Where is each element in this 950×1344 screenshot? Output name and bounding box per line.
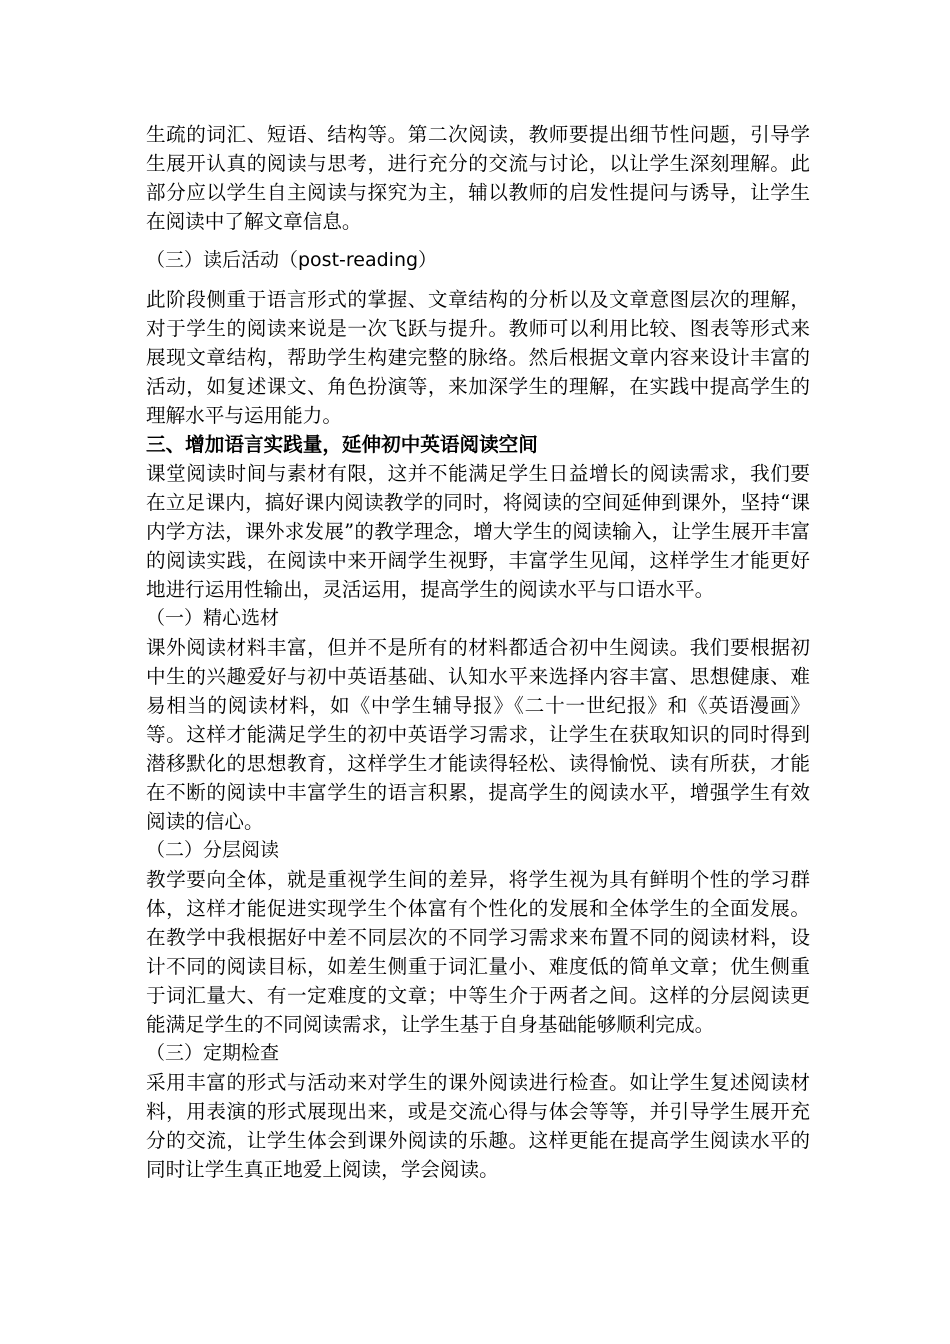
paragraph-extend-reading: 课堂阅读时间与素材有限，这并不能满足学生日益增长的阅读需求，我们要在立足课内，搞好课内阅读教学的同时，将阅读的空间延伸到课外，坚持“课内学方法，课外求发展”的教学理念，增大学生的阅读输入，让学生展开丰富的阅读实践，在阅读中来开阔学生视野，丰富学生见闻，这样学生才能更好地进行运用性输出，灵活运用，提高学生的阅读水平与口语水平。 — [146, 462, 810, 601]
paragraph-regular-check: 采用丰富的形式与活动来对学生的课外阅读进行检查。如让学生复述阅读材料，用表演的形式展现出来，或是交流心得与体会等等，并引导学生展开充分的交流，让学生体会到课外阅读的乐趣。这样更能在提高学生阅读水平的同时让学生真正地爱上阅读，学会阅读。 — [146, 1071, 810, 1181]
paragraph-layered-reading: 教学要向全体，就是重视学生间的差异，将学生视为具有鲜明个性的学习群体，这样才能促进实现学生个体富有个性化的发展和全体学生的全面发展。在教学中我根据好中差不同层次的不同学习需求来布置不同的阅读材料，设计不同的阅读目标，如差生侧重于词汇量小、难度低的简单文章；优生侧重于词汇量大、有一定难度的文章；中等生介于两者之间。这样的分层阅读更能满足学生的不同阅读需求，让学生基于自身基础能够顺利完成。 — [146, 868, 810, 1036]
paragraph-select-materials: 课外阅读材料丰富，但并不是所有的材料都适合初中生阅读。我们要根据初中生的兴趣爱好与初中英语基础、认知水平来选择内容丰富、思想健康、难易相当的阅读材料，如《中学生辅导报》《二十一世纪报》和《英语漫画》等。这样才能满足学生的初中英语学习需求，让学生在获取知识的同时得到潜移默化的思想教育，这样学生才能读得轻松、读得愉悦、读有所获，才能在不断的阅读中丰富学生的语言积累，提高学生的阅读水平，增强学生有效阅读的信心。 — [146, 636, 810, 833]
subheading-regular-check: （三）定期检查 — [146, 1042, 280, 1064]
section-heading-3: 三、增加语言实践量，延伸初中英语阅读空间 — [146, 433, 538, 456]
subheading-post-reading: （三）读后活动（post-reading） — [146, 249, 438, 271]
paragraph-post-reading: 此阶段侧重于语言形式的掌握、文章结构的分析以及文章意图层次的理解，对于学生的阅读来说是一次飞跃与提升。教师可以利用比较、图表等形式来展现文章结构，帮助学生构建完整的脉络。然后根据文章内容来设计丰富的活动，如复述课文、角色扮演等，来加深学生的理解，在实践中提高学生的理解水平与运用能力。 — [146, 288, 810, 427]
subheading-select-materials: （一）精心选材 — [146, 607, 280, 629]
document-body — [146, 120, 810, 1184]
subheading-layered-reading: （二）分层阅读 — [146, 839, 280, 861]
paragraph-reading-questions: 生疏的词汇、短语、结构等。第二次阅读，教师要提出细节性问题，引导学生展开认真的阅读与思考，进行充分的交流与讨论，以让学生深刻理解。此部分应以学生自主阅读与探究为主，辅以教师的启发性提问与诱导，让学生在阅读中了解文章信息。 — [146, 123, 810, 233]
